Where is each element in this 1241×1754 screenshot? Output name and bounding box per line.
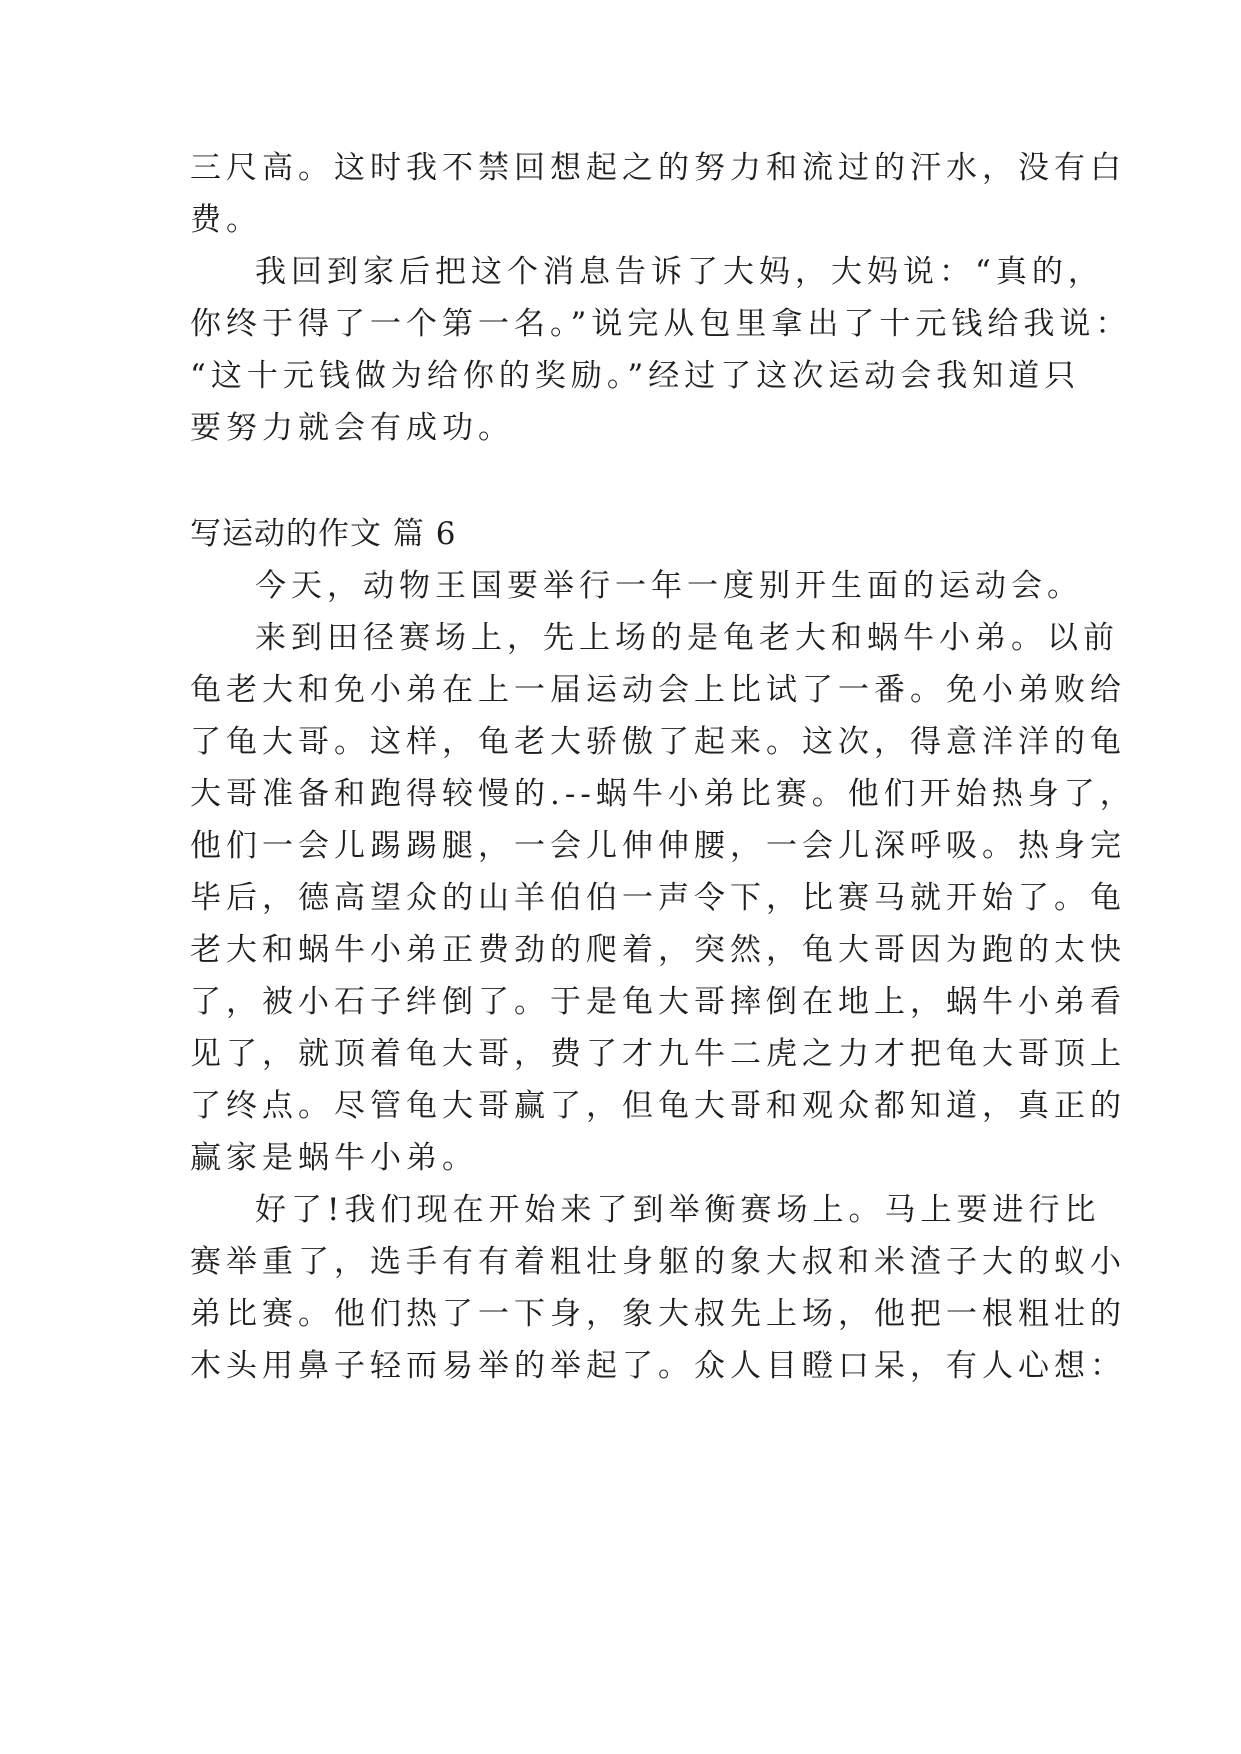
text-line: 好了!我们现在开始来了到举衡赛场上。马上要进行比	[255, 1192, 1101, 1228]
text-line: 了，被小石子绊倒了。于是龟大哥摔倒在地上，蜗牛小弟看	[190, 984, 1126, 1020]
text-line: 木头用鼻子轻而易举的举起了。众人目瞪口呆，有人心想：	[190, 1348, 1126, 1384]
text-line: 了终点。尽管龟大哥赢了，但龟大哥和观众都知道，真正的	[190, 1088, 1126, 1124]
text-line: 费。	[190, 202, 262, 238]
text-line: 赢家是蜗牛小弟。	[190, 1140, 478, 1176]
text-line: 你终于得了一个第一名。”说完从包里拿出了十元钱给我说：	[190, 306, 1132, 342]
text-line: 来到田径赛场上，先上场的是龟老大和蜗牛小弟。以前	[255, 620, 1119, 656]
text-line: 老大和蜗牛小弟正费劲的爬着，突然，龟大哥因为跑的太快	[190, 932, 1126, 968]
text-line: 要努力就会有成功。	[190, 410, 514, 446]
text-line: 毕后，德高望众的山羊伯伯一声令下，比赛马就开始了。龟	[190, 880, 1126, 916]
text-line: 他们一会儿踢踢腿，一会儿伸伸腰，一会儿深呼吸。热身完	[190, 828, 1126, 864]
text-line: “这十元钱做为给你的奖励。”经过了这次运动会我知道只	[190, 358, 1081, 394]
text-line: 三尺高。这时我不禁回想起之的努力和流过的汗水，没有白	[190, 150, 1126, 186]
text-line: 赛举重了，选手有有着粗壮身躯的象大叔和米渣子大的蚁小	[190, 1244, 1126, 1280]
text-line: 弟比赛。他们热了一下身，象大叔先上场，他把一根粗壮的	[190, 1296, 1126, 1332]
section-heading: 写运动的作文 篇 6	[190, 516, 457, 552]
text-line: 我回到家后把这个消息告诉了大妈，大妈说：“真的，	[255, 254, 1104, 290]
text-line: 见了，就顶着龟大哥，费了才九牛二虎之力才把龟大哥顶上	[190, 1036, 1126, 1072]
text-line: 了龟大哥。这样，龟老大骄傲了起来。这次，得意洋洋的龟	[190, 724, 1126, 760]
text-line: 大哥准备和跑得较慢的.--蜗牛小弟比赛。他们开始热身了，	[190, 776, 1136, 812]
text-line: 龟老大和免小弟在上一届运动会上比试了一番。免小弟败给	[190, 672, 1126, 708]
text-line: 今天，动物王国要举行一年一度别开生面的运动会。	[255, 568, 1083, 604]
